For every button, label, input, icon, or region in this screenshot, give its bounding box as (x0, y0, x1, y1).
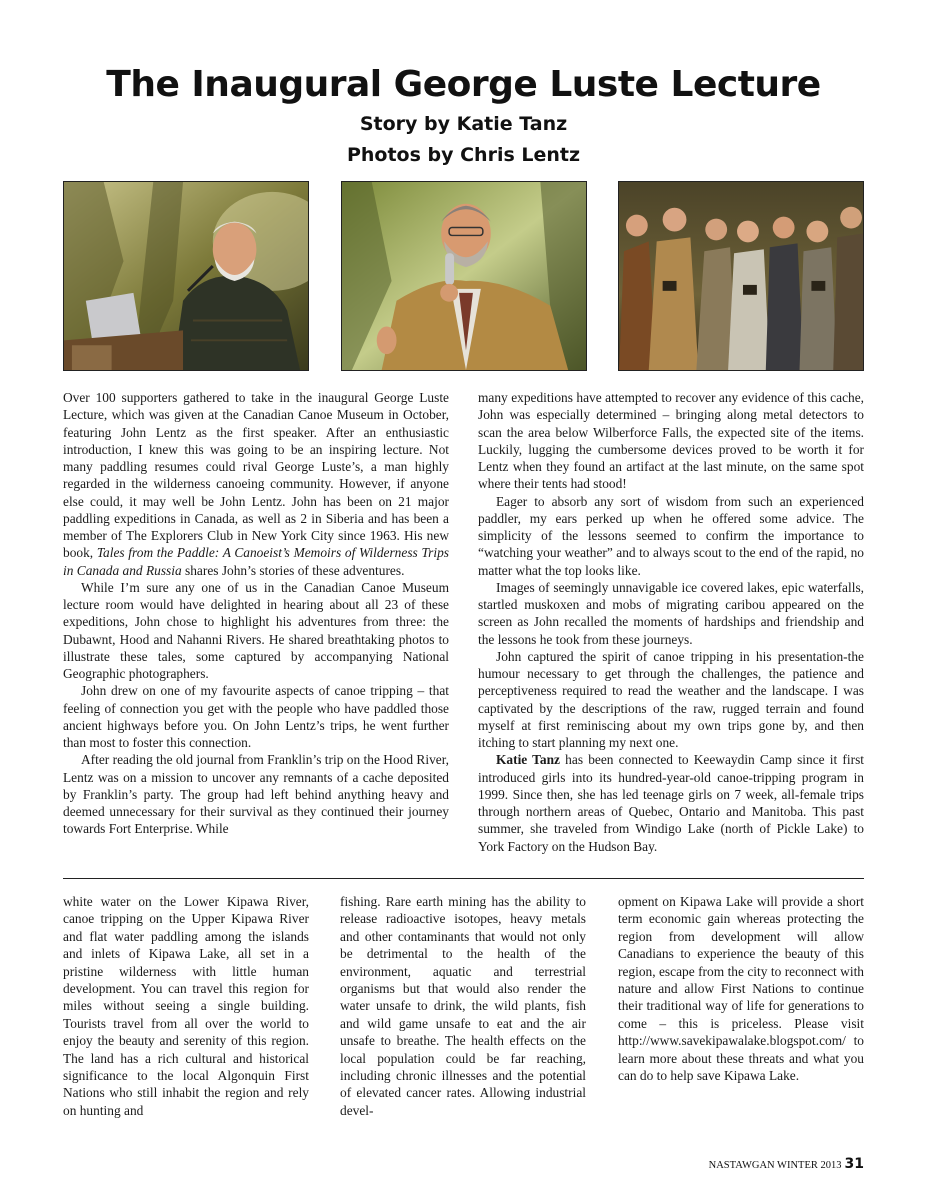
section-divider (63, 878, 864, 879)
paragraph: opment on Kipawa Lake will provide a short term economic gain whereas protecting the region from development will allow Canadians to experience the beauty of this region, escape from the city to reconnect with nature and allow First Nations to continue their traditional way of life for generations to come – this is priceless. Please visit http://www.savekipawalake.blogspot.com/ to learn more about these threats and what you can do to help save Kipawa Lake. (618, 894, 864, 1084)
article-body-left-column (63, 389, 449, 838)
photo-byline: Photos by Chris Lentz (346, 144, 581, 166)
paragraph: While I’m sure any one of us in the Canadian Canoe Museum lecture room would have delighted in hearing about all 23 of these expeditions, John chose to highlight his adventures from three: the Dubawnt, Hood and Nahanni Rivers. He shared breathtaking photos to illustrate these tales, some captured by accompanying National Geographic photographers. (63, 579, 449, 681)
continued-column-2 (340, 893, 586, 1119)
issue-label: NASTAWGAN WINTER 2013 (708, 1160, 842, 1171)
paragraph: white water on the Lower Kipawa River, canoe tripping on the Upper Kipawa River and flat water paddling among the islands and inlets of Kipawa Lake, all set in a pristine wilderness with little human development. You can travel this region for miles without seeing a single building. Tourists travel from all over the world to enjoy the beauty and serenity of this region. The land has a rich cultural and historical significance to the local Algonquin First Nations who still inhabit the region and rely on hunting and (63, 894, 309, 1118)
paragraph: fishing. Rare earth mining has the ability to release radioactive isotopes, heavy metals and other contaminants that would not only be detrimental to the health of the environment, aquatic and terrestrial organisms but that would also render the water unsafe to drink, the wild plants, fish and wild game unsafe to eat and the air unsafe to breathe. The health effects on the local population could be far reaching, including chronic illnesses and the potential of elevated cancer rates. Allowing industrial devel- (340, 894, 586, 1118)
article-title: The Inaugural George Luste Lecture (106, 64, 821, 105)
paragraph: John captured the spirit of canoe tripping in his presentation-the humour necessary to get through the challenges, the patience and perceptiveness required to read the weather and the landscape. I was captivated by the descriptions of the raw, rugged terrain and found myself at first reminiscing about my own trips gone by, and then itching to start planning my next one. (478, 648, 864, 750)
article-body-right-column (478, 389, 864, 855)
story-byline: Story by Katie Tanz (359, 113, 568, 135)
paragraph: many expeditions have attempted to recover any evidence of this cache, John was especially determined – bringing along metal detectors to scan the area below Wilberforce Falls, the expected site of the items. Luckily, lugging the cumbersome devices proved to be worth it for Lentz when they found an artifact at the last minute, on the same spot where their tents had stood! (478, 390, 864, 492)
speaker-at-podium-photo (63, 181, 309, 371)
group-photo (618, 181, 864, 371)
paragraph: Images of seemingly unnavigable ice covered lakes, epic waterfalls, startled muskoxen and mobs of migrating caribou appeared on the screen as John recalled the moments of hardships and friendship and the lessons he took from these journeys. (478, 579, 864, 647)
continued-column-3 (618, 893, 864, 1084)
author-bio: Katie Tanz has been connected to Keewaydin Camp since it first introduced girls into its hundred-year-old canoe-tripping program in 1999. Since then, she has led teenage girls on 7 week, all-female trips through northern areas of Quebec, Ontario and Manitoba. This past summer, she traveled from Windigo Lake (north of Pickle Lake) to York Factory on the Hudson Bay. (478, 752, 864, 854)
paragraph: Over 100 supporters gathered to take in the inaugural George Luste Lecture, which was given at the Canadian Canoe Museum in October, featuring John Lentz as the first speaker. After an enthusiastic introduction, I knew this was going to be an inspiring lecture. Not many paddling resumes could rival George Luste’s, a man highly regarded in the wilderness canoeing community. However, if anyone else could, it may well be John Lentz. John has been on 21 major paddling expeditions in Canada, as well as 2 in Siberia and has been a member of The Explorers Club in New York City since 1963. His new book, Tales from the Paddle: A Canoeist’s Memoirs of Wilderness Trips in Canada and Russia shares John’s stories of these adventures. (63, 390, 449, 578)
paragraph: After reading the old journal from Franklin’s trip on the Hood River, Lentz was on a mission to uncover any remnants of a cache deposited by Franklin’s party. The group had left behind anything heavy and deemed unnecessary for their survival as they continued their journey towards Fort Enterprise. While (63, 752, 449, 837)
page-number: 31 (844, 1156, 864, 1172)
continued-column-1 (63, 893, 309, 1119)
book-title: Tales from the Paddle: A Canoeist’s Memoirs of Wilderness Trips in Canada and Russia (63, 545, 449, 578)
paragraph: John drew on one of my favourite aspects of canoe tripping – that feeling of connection you get with the people who have paddled those ancient highways before you. On John Lentz’s trips, he went further than most to foster this connection. (63, 683, 449, 750)
page-footer (709, 1156, 864, 1172)
author-name: Katie Tanz (496, 752, 560, 768)
speaker-with-microphone-photo (341, 181, 587, 371)
paragraph: Eager to absorb any sort of wisdom from such an experienced paddler, my ears perked up when he offered some advice. The simplicity of the lessons seemed to confirm the importance to “watching your weather” and to always scout to the end of the rapid, no matter what the top looks like. (478, 493, 864, 578)
